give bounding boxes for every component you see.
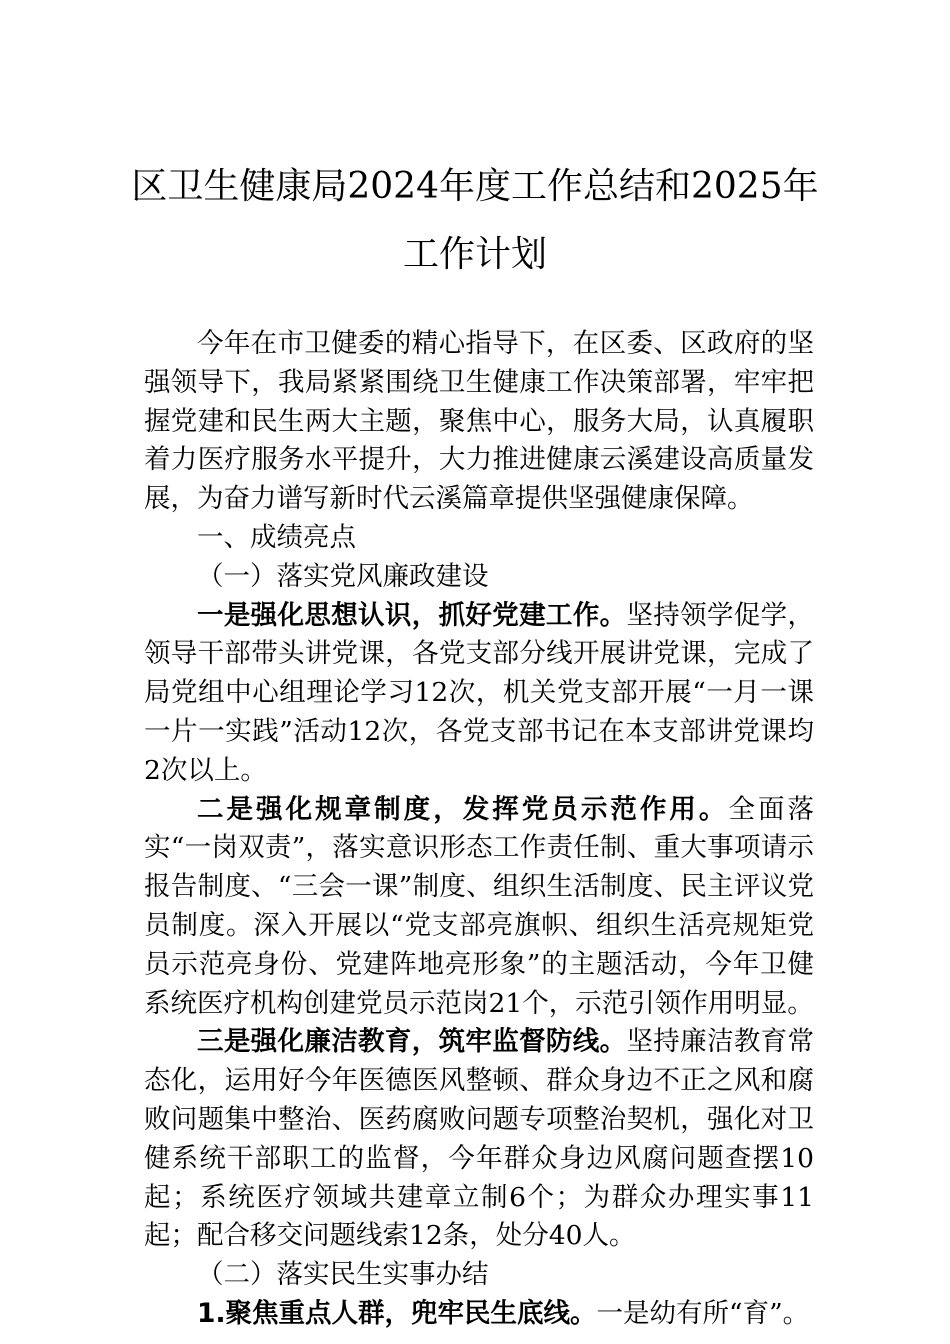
paragraph-1: [144, 597, 814, 791]
paragraph-2-text: 全面落实“一岗双责”，落实意识形态工作责任制、重大事项请示报告制度、“三会一课”制度、组织生活制度、民主评议党员制度。深入开展以“党支部亮旗帜、组织生活亮规矩党员示范亮身份、党建阵地亮形象”的主题活动，今年卫健系统医疗机构创建党员示范岗21个，示范引领作用明显。: [144, 793, 815, 1019]
paragraph-2: [144, 791, 814, 1024]
paragraph-3-text: 坚持廉洁教育常态化，运用好今年医德医风整顿、群众身边不正之风和腐败问题集中整治、医药腐败问题专项整治契机，强化对卫健系统干部职工的监督，今年群众身边风腐问题查摆10起；系统医疗领域共建章立制6个；为群众办理实事11起；配合移交问题线索12条，处分40人。: [144, 1026, 815, 1252]
subsection-heading-party: （一）落实党风廉政建设: [197, 560, 489, 592]
document-body: [144, 325, 814, 1334]
paragraph-4-lead: 1.聚焦重点人群，兜牢民生底线。: [197, 1297, 597, 1329]
paragraph-3: [144, 1023, 814, 1256]
paragraph-3-lead: 三是强化廉洁教育，筑牢监督防线。: [197, 1026, 627, 1058]
paragraph-1-lead: 一是强化思想认识，抓好党建工作。: [197, 599, 627, 631]
subsection-heading-livelihood: （二）落实民生实事办结: [197, 1259, 489, 1291]
paragraph-4-text: 一是幼有所“育”。: [596, 1297, 810, 1329]
document-title-line1: 区卫生健康局2024年度工作总结和2025年: [131, 166, 819, 207]
paragraph-1-text: 坚持领学促学，领导干部带头讲党课，各党支部分线开展讲党课，完成了局党组中心组理论学习12次，机关党支部开展“一月一课一片一实践”活动12次，各党支部书记在本支部讲党课均2次以上。: [144, 599, 815, 786]
paragraph-4: [144, 1295, 814, 1334]
intro-paragraph: 今年在市卫健委的精心指导下，在区委、区政府的坚强领导下，我局紧紧围绕卫生健康工作决策部署，牢牢把握党建和民生两大主题，聚焦中心，服务大局，认真履职着力医疗服务水平提升，大力推进健康云溪建设高质量发展，为奋力谱写新时代云溪篇章提供坚强健康保障。: [144, 328, 814, 515]
document-title-line2: 工作计划: [402, 234, 547, 275]
paragraph-2-lead: 二是强化规章制度，发挥党员示范作用。: [197, 793, 729, 825]
section-heading-achievements: 一、成绩亮点: [197, 521, 356, 553]
